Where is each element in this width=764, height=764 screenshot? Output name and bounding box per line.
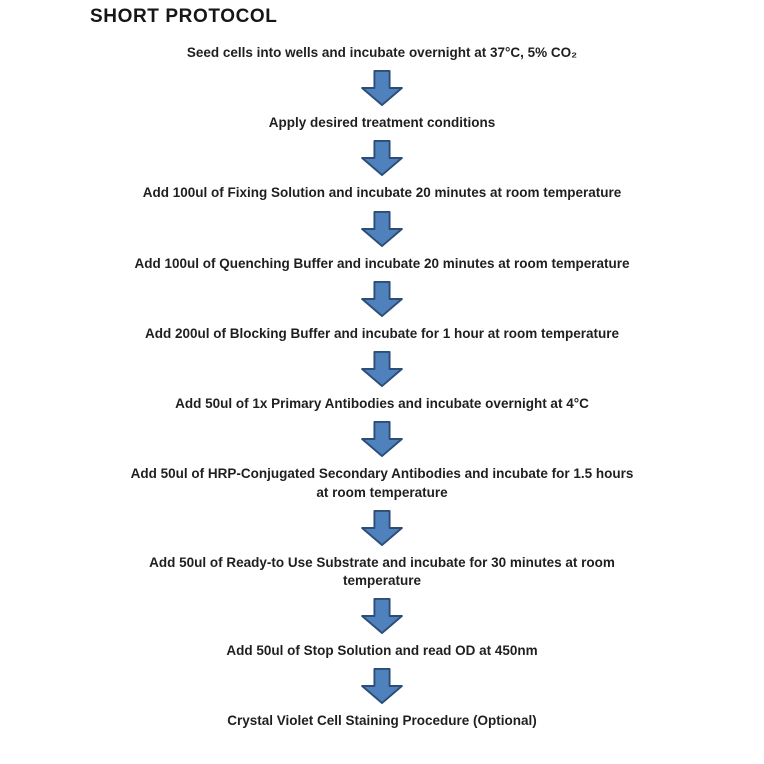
down-arrow-shape bbox=[362, 71, 402, 105]
page-title: SHORT PROTOCOL bbox=[90, 6, 278, 27]
down-arrow-icon bbox=[361, 281, 403, 317]
step-quenching-buffer: Add 100ul of Quenching Buffer and incubate 20 minutes at room temperature bbox=[134, 255, 630, 271]
step-crystal-violet: Crystal Violet Cell Staining Procedure (Optional) bbox=[227, 713, 537, 729]
step-apply-treatment: Apply desired treatment conditions bbox=[268, 115, 496, 131]
down-arrow-shape bbox=[362, 511, 402, 545]
down-arrow-icon bbox=[361, 421, 403, 457]
down-arrow-icon bbox=[361, 510, 403, 546]
protocol-flowchart bbox=[0, 44, 764, 731]
step-substrate: Add 50ul of Ready-to Use Substrate and incubate for 30 minutes at room temperature bbox=[149, 554, 615, 588]
down-arrow-shape bbox=[362, 669, 402, 703]
step-seed-cells: Seed cells into wells and incubate overnight at 37°C, 5% CO₂ bbox=[186, 45, 578, 60]
step-secondary-antibodies: Add 50ul of HRP-Conjugated Secondary Antibodies and incubate for 1.5 hours at room temperature bbox=[130, 466, 634, 500]
step-stop-solution: Add 50ul of Stop Solution and read OD at 450nm bbox=[226, 643, 538, 659]
down-arrow-shape bbox=[362, 141, 402, 175]
down-arrow-shape bbox=[362, 422, 402, 456]
down-arrow-icon bbox=[361, 140, 403, 176]
down-arrow-icon bbox=[361, 668, 403, 704]
step-blocking-buffer: Add 200ul of Blocking Buffer and incubate for 1 hour at room temperature bbox=[144, 325, 620, 341]
down-arrow-icon bbox=[361, 70, 403, 106]
step-primary-antibodies: Add 50ul of 1x Primary Antibodies and incubate overnight at 4°C bbox=[175, 396, 589, 412]
down-arrow-shape bbox=[362, 212, 402, 246]
down-arrow-icon bbox=[361, 598, 403, 634]
down-arrow-shape bbox=[362, 599, 402, 633]
down-arrow-icon bbox=[361, 211, 403, 247]
down-arrow-shape bbox=[362, 352, 402, 386]
step-fixing-solution: Add 100ul of Fixing Solution and incubate 20 minutes at room temperature bbox=[142, 185, 622, 201]
down-arrow-icon bbox=[361, 351, 403, 387]
down-arrow-shape bbox=[362, 282, 402, 316]
